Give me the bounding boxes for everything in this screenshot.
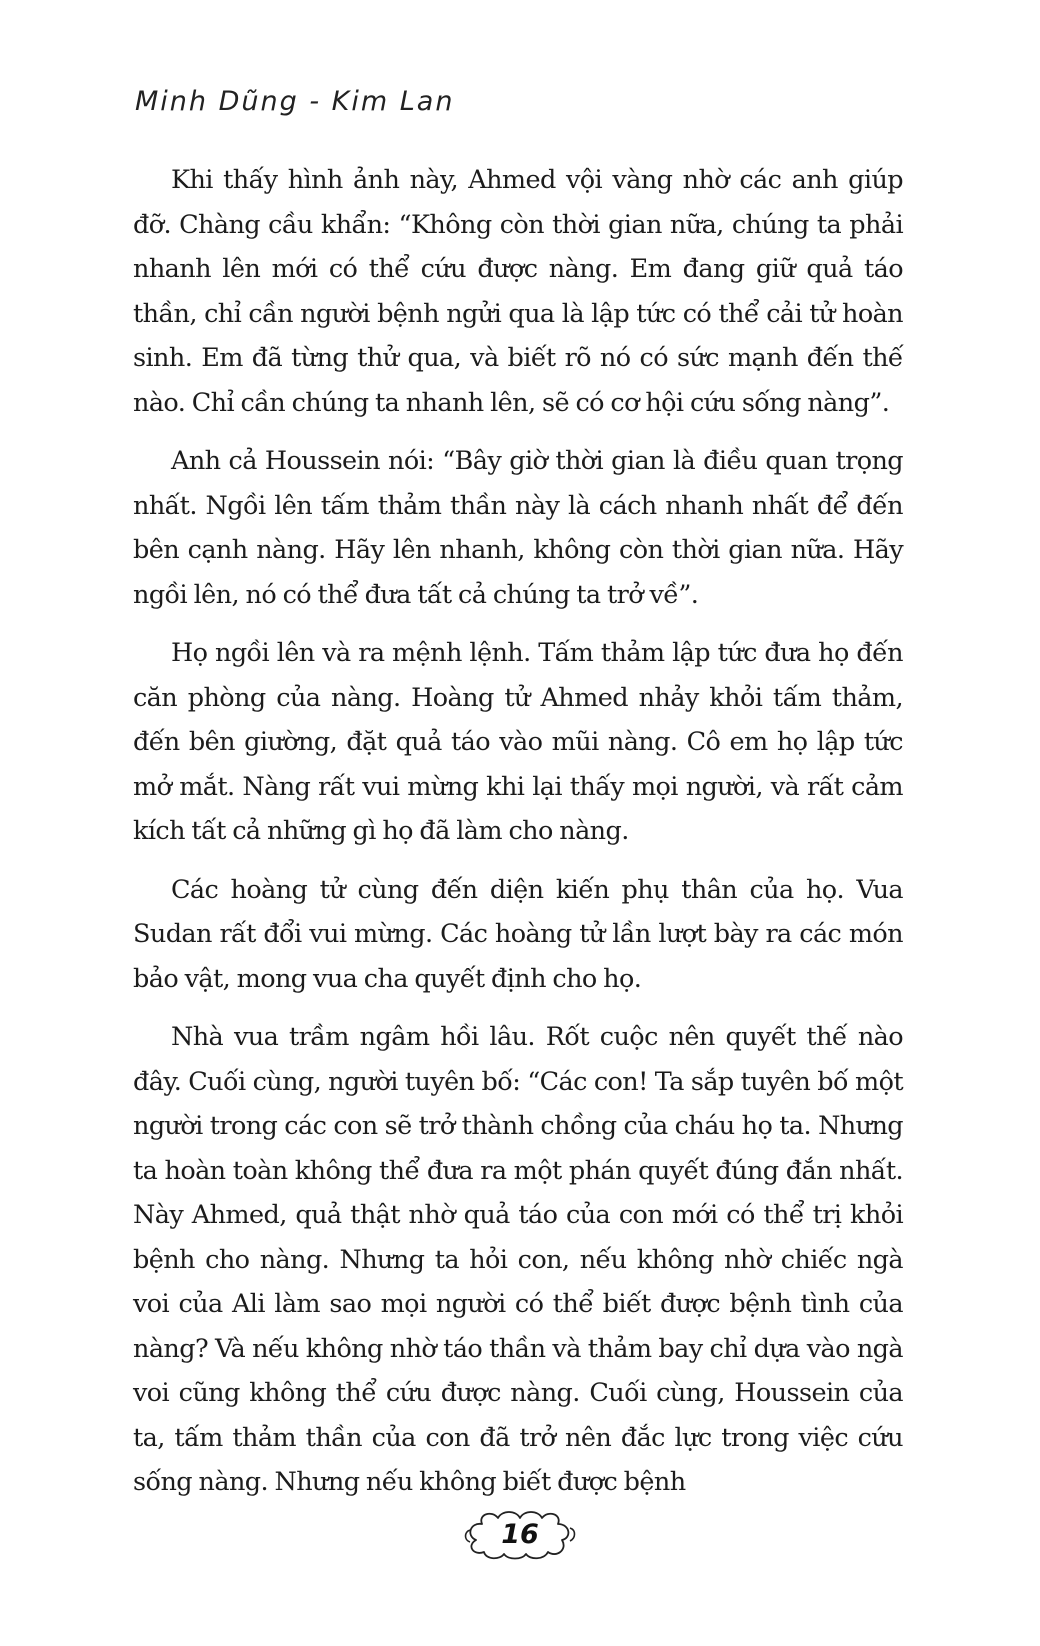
page-number: 16 — [501, 1519, 539, 1550]
paragraph-1: Khi thấy hình ảnh này, Ahmed vội vàng nhờ các anh giúp đỡ. Chàng cầu khẩn: “Không còn thời gian nữa, chúng ta phải nhanh lên mới có thể cứu được nàng. Em đang giữ quả táo thần, chỉ cần người bệnh ngửi qua là lập tức có thể cải tử hoàn sinh. Em đã từng thử qua, và biết rõ nó có sức mạnh đến thế nào. Chỉ cần chúng ta nhanh lên, sẽ có cơ hội cứu sống nàng”. — [133, 165, 903, 418]
paragraph-2: Anh cả Houssein nói: “Bây giờ thời gian là điều quan trọng nhất. Ngồi lên tấm thảm thần này là cách nhanh nhất để đến bên cạnh nàng. Hãy lên nhanh, không còn thời gian nữa. Hãy ngồi lên, nó có thể đưa tất cả chúng ta trở về”. — [133, 446, 903, 610]
page-footer — [0, 1508, 1040, 1562]
paragraph-5: Nhà vua trầm ngâm hồi lâu. Rốt cuộc nên quyết thế nào đây. Cuối cùng, người tuyên bố: “Các con! Ta sắp tuyên bố một người trong các con sẽ trở thành chồng của cháu họ ta. Nhưng ta hoàn toàn không thể đưa ra một phán quyết đúng đắn nhất. Này Ahmed, quả thật nhờ quả táo của con mới có thể trị khỏi bệnh cho nàng. Nhưng ta hỏi con, nếu không nhờ chiếc ngà voi của Ali làm sao mọi người có thể biết được bệnh tình của nàng? Và nếu không nhờ táo thần và thảm bay chỉ dựa vào ngà voi cũng không thể cứu được nàng. Cuối cùng, Houssein của ta, tấm thảm thần của con đã trở nên đắc lực trong việc cứu sống nàng. Nhưng nếu không biết được bệnh — [133, 1022, 903, 1497]
running-header: Minh Dũng - Kim Lan — [135, 86, 455, 117]
paragraph-4: Các hoàng tử cùng đến diện kiến phụ thân của họ. Vua Sudan rất đổi vui mừng. Các hoàng tử lần lượt bày ra các món bảo vật, mong vua cha quyết định cho họ. — [133, 874, 903, 994]
paragraph-3: Họ ngồi lên và ra mệnh lệnh. Tấm thảm lập tức đưa họ đến căn phòng của nàng. Hoàng tử Ahmed nhảy khỏi tấm thảm, đến bên giường, đặt quả táo vào mũi nàng. Cô em họ lập tức mở mắt. Nàng rất vui mừng khi lại thấy mọi người, và rất cảm kích tất cả những gì họ đã làm cho nàng. — [133, 638, 903, 846]
body-text — [133, 158, 903, 1519]
page-number-badge — [460, 1508, 580, 1562]
